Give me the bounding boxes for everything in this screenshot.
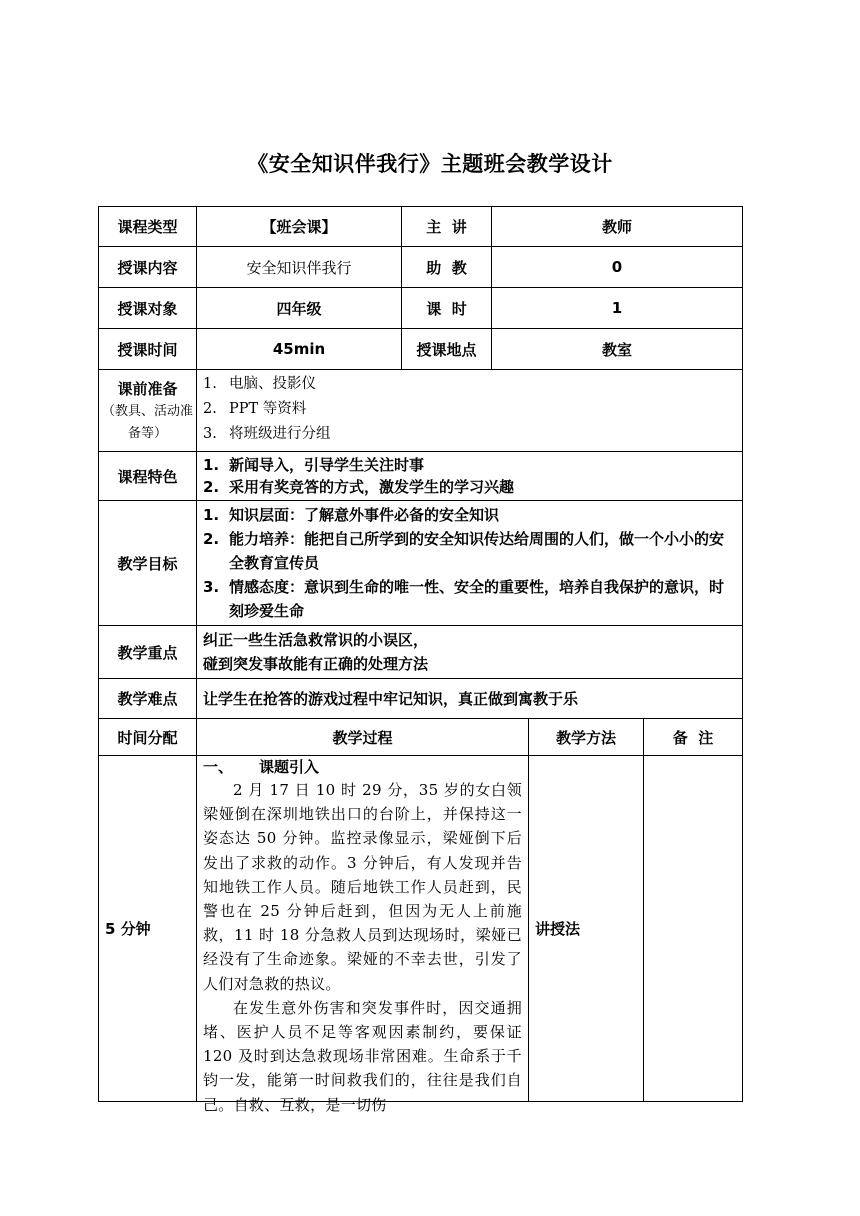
section-heading [203, 756, 522, 778]
goals-list-cell [197, 501, 743, 626]
key-points-cell [197, 626, 743, 679]
prep-label-cell [99, 370, 197, 452]
place-value: 教室 [492, 329, 743, 370]
place-label: 授课地点 [402, 329, 492, 370]
header-note: 备 注 [644, 719, 743, 756]
page-title: 《安全知识伴我行》主题班会教学设计 [247, 152, 613, 176]
time-label: 授课时间 [99, 329, 197, 370]
row-features [99, 452, 743, 501]
hours-value: 1 [492, 288, 743, 329]
features-list-cell [197, 452, 743, 501]
row-audience [99, 288, 743, 329]
prep-label: 课前准备 [117, 380, 178, 398]
process-paragraph-1: 2 月 17 日 10 时 29 分，35 岁的女白领梁娅倒在深圳地铁出口的台阶上，并保持这一姿态达 50 分钟。监控录像显示，梁娅倒下后发出了求救的动作。3 分钟后，有人发现并告知地铁工作人员。随后地铁工作人员赶到，民警也在 25 分钟后赶到，但因为无人上前施救，11 时 18 分急救人员到达现场时，梁娅已经没有了生命迹象。梁娅的不幸去世，引发了人们对急救的热议。 [203, 781, 522, 993]
section-title: 课题引入 [259, 758, 320, 776]
goals-label: 教学目标 [99, 501, 197, 626]
difficulty-text: 让学生在抢答的游戏过程中牢记知识，真正做到寓教于乐 [197, 679, 743, 719]
row-content [99, 247, 743, 288]
audience-label: 授课对象 [99, 288, 197, 329]
list-item: 1. 电脑、投影仪 [203, 376, 316, 392]
key-points-line-2: 碰到突发事故能有正确的处理方法 [203, 655, 429, 673]
content-value: 安全知识伴我行 [197, 247, 402, 288]
lecturer-value: 教师 [492, 207, 743, 247]
row-process-intro [99, 756, 743, 1102]
prep-list [203, 372, 736, 447]
header-method: 教学方法 [529, 719, 644, 756]
list-item: 2. PPT 等资料 [203, 401, 307, 417]
lecturer-label: 主 讲 [402, 207, 492, 247]
row-prep [99, 370, 743, 452]
header-time: 时间分配 [99, 719, 197, 756]
row-time [99, 329, 743, 370]
list-item: 2. 采用有奖竞答的方式，激发学生的学习兴趣 [203, 478, 515, 496]
assistant-label: 助 教 [402, 247, 492, 288]
time-value: 45min [197, 329, 402, 370]
course-type-value: 【班会课】 [197, 207, 402, 247]
list-item: 2. 能力培养：能把自己所学到的安全知识传达给周围的人们，做一个小小的安全教育宣传员 [203, 530, 725, 572]
course-type-label: 课程类型 [99, 207, 197, 247]
process-content [197, 756, 529, 1114]
key-points-label: 教学重点 [99, 626, 197, 679]
list-item: 3. 将班级进行分组 [203, 426, 331, 442]
row-course-type [99, 207, 743, 247]
features-list [203, 454, 736, 498]
row-process-header [99, 719, 743, 756]
key-points-line-1: 纠正一些生活急救常识的小误区， [203, 631, 429, 649]
row-goals [99, 501, 743, 626]
audience-value: 四年级 [197, 288, 402, 329]
process-time: 5 分钟 [99, 756, 197, 1102]
prep-list-cell [197, 370, 743, 452]
goals-list [203, 503, 736, 623]
list-item: 1. 知识层面：了解意外事件必备的安全知识 [203, 506, 500, 524]
list-item: 3. 情感态度：意识到生命的唯一性、安全的重要性，培养自我保护的意识，时刻珍爱生命 [203, 578, 725, 620]
hours-label: 课 时 [402, 288, 492, 329]
row-difficulty [99, 679, 743, 719]
difficulty-label: 教学难点 [99, 679, 197, 719]
prep-sublabel: （教具、活动准备等） [101, 404, 193, 441]
process-paragraph-2: 在发生意外伤害和突发事件时，因交通拥堵、医护人员不足等客观因素制约，要保证 120 及时到达急救现场非常困难。生命系于千钧一发，能第一时间救我们的，往往是我们自己。自救、互救，是一切伤 [203, 998, 522, 1114]
features-label: 课程特色 [99, 452, 197, 501]
process-method: 讲授法 [529, 756, 644, 1102]
content-label: 授课内容 [99, 247, 197, 288]
lesson-plan-table [98, 206, 743, 1114]
row-key-points [99, 626, 743, 679]
header-process: 教学过程 [197, 719, 529, 756]
assistant-value: 0 [492, 247, 743, 288]
section-number: 一、 [203, 758, 234, 776]
process-note [644, 756, 743, 1102]
list-item: 1. 新闻导入，引导学生关注时事 [203, 456, 425, 474]
